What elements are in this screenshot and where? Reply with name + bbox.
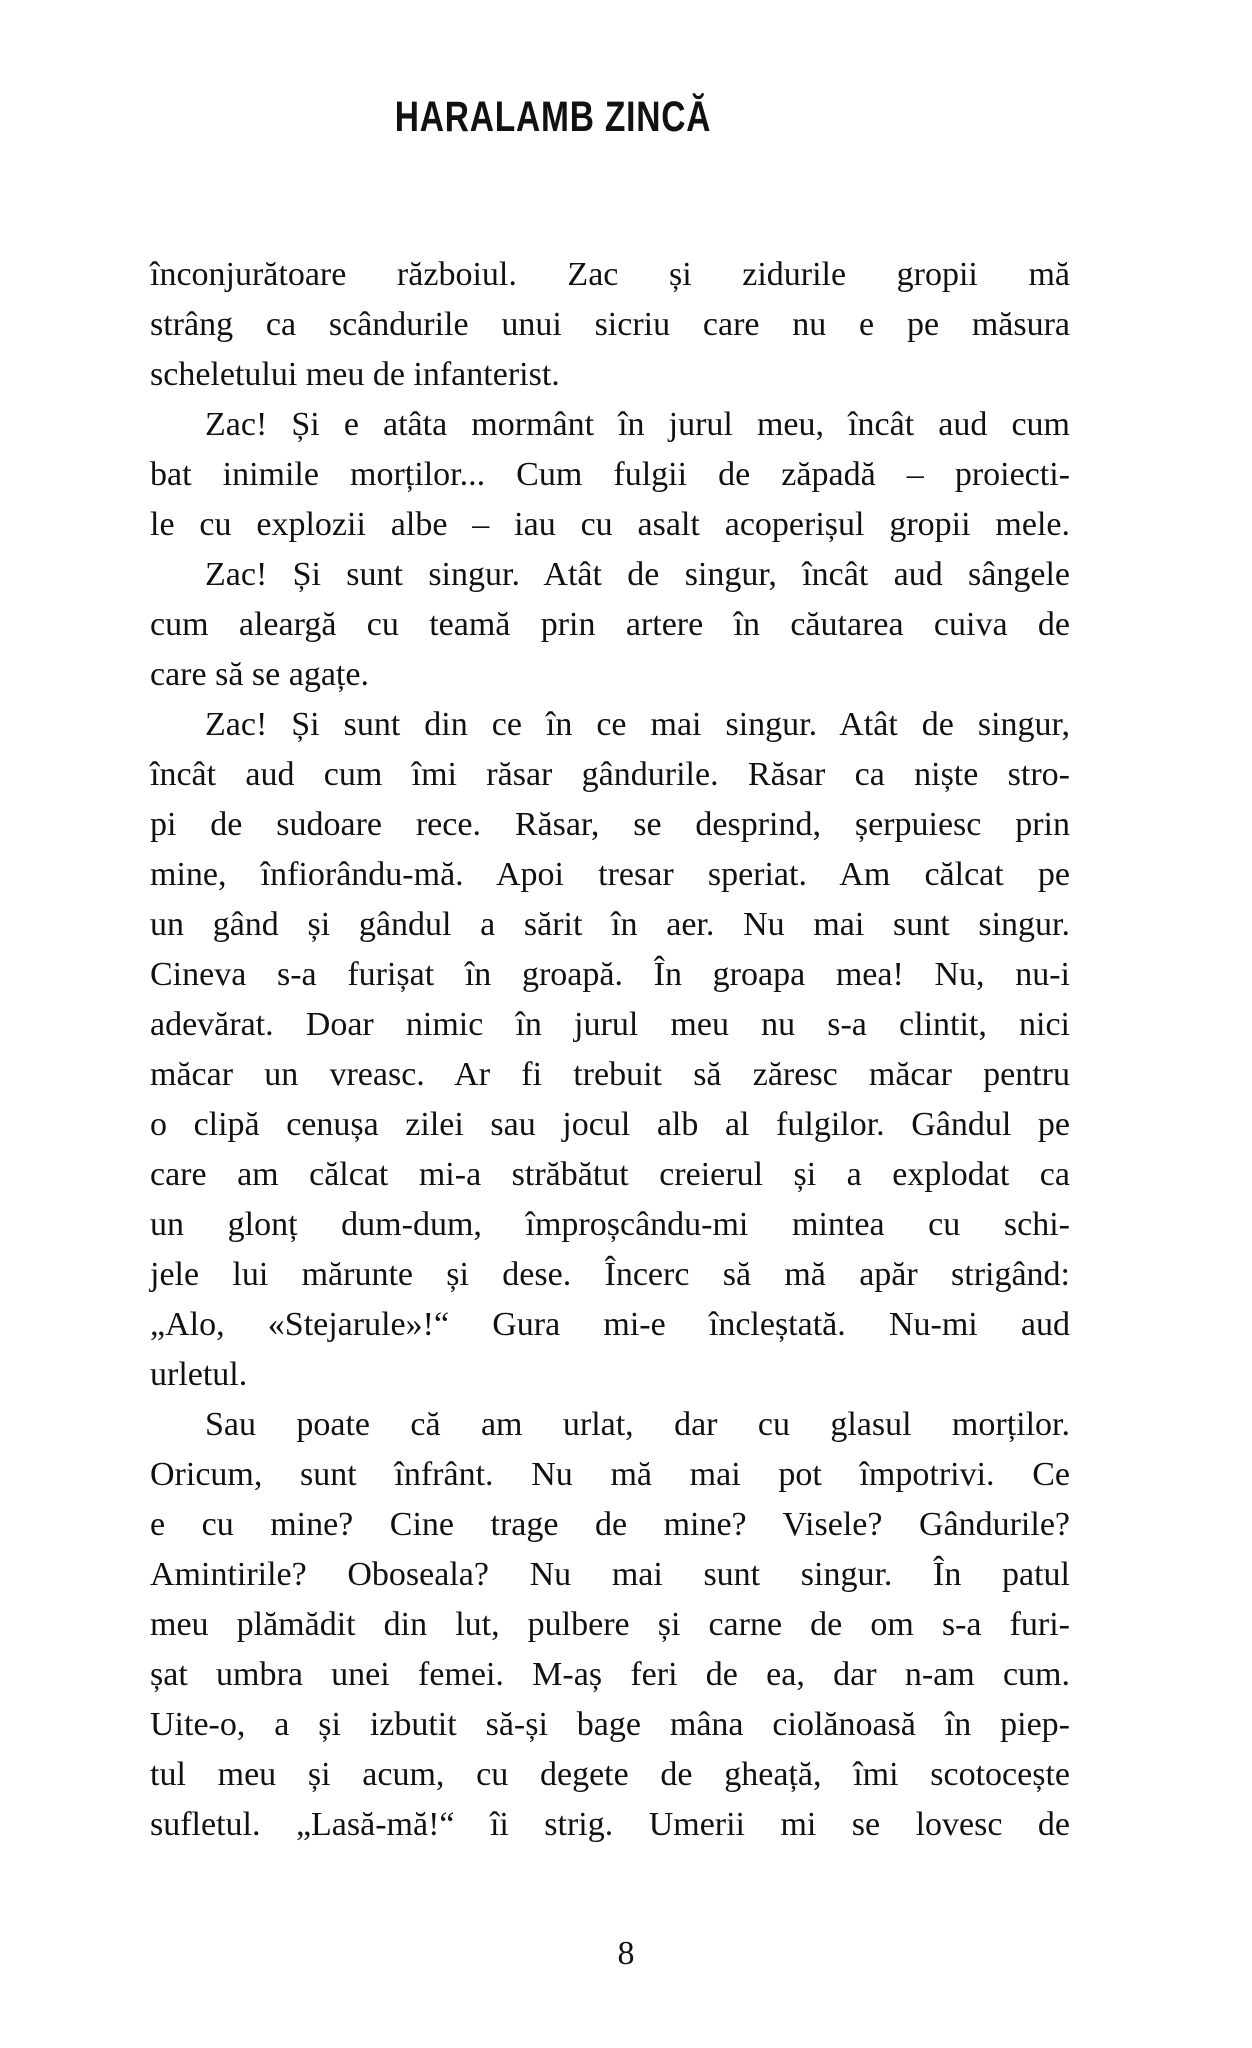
text-line: șat umbra unei femei. M-aș feri de ea, dar n-am cum. <box>150 1656 1070 1693</box>
text-line: un glonț dum-dum, împroșcându-mi mintea cu schi- <box>150 1206 1070 1243</box>
page-number: 8 <box>617 1935 635 1972</box>
text-line: meu plămădit din lut, pulbere și carne de om s-a furi- <box>150 1606 1070 1643</box>
text-line: pi de sudoare rece. Răsar, se desprind, șerpuiesc prin <box>150 806 1070 843</box>
text-line: Zac! Și sunt singur. Atât de singur, încât aud sângele <box>205 556 1070 593</box>
text-line: înconjurătoare războiul. Zac și zidurile gropii mă <box>150 256 1070 293</box>
running-header-author: HARALAMB ZINCĂ <box>394 93 712 141</box>
text-line: încât aud cum îmi răsar gândurile. Răsar ca niște stro- <box>150 756 1070 793</box>
text-line: urletul. <box>150 1356 248 1393</box>
text-line: bat inimile morților... Cum fulgii de zăpadă – proiecti- <box>150 456 1070 493</box>
text-line: Zac! Și sunt din ce în ce mai singur. Atât de singur, <box>205 706 1070 743</box>
text-line: o clipă cenușa zilei sau jocul alb al fulgilor. Gândul pe <box>150 1106 1070 1143</box>
text-line: strâng ca scândurile unui sicriu care nu e pe măsura <box>150 306 1070 343</box>
text-line: mine, înfiorându-mă. Apoi tresar speriat. Am călcat pe <box>150 856 1070 893</box>
text-line: adevărat. Doar nimic în jurul meu nu s-a clintit, nici <box>150 1006 1070 1043</box>
body-text-block <box>150 250 1070 1850</box>
text-line: măcar un vreasc. Ar fi trebuit să zăresc măcar pentru <box>150 1056 1070 1093</box>
text-line: care să se agațe. <box>150 656 369 693</box>
text-line: le cu explozii albe – iau cu asalt acoperișul gropii mele. <box>150 506 1070 543</box>
text-line: Sau poate că am urlat, dar cu glasul morților. <box>205 1406 1070 1443</box>
text-line: Oricum, sunt înfrânt. Nu mă mai pot împotrivi. Ce <box>150 1456 1070 1493</box>
text-line: „Alo, «Stejarule»!“ Gura mi-e încleștată. Nu-mi aud <box>150 1306 1070 1343</box>
text-line: Amintirile? Oboseala? Nu mai sunt singur. În patul <box>150 1556 1070 1593</box>
text-line: sufletul. „Lasă-mă!“ îi strig. Umerii mi se lovesc de <box>150 1806 1070 1843</box>
text-line: Zac! Și e atâta mormânt în jurul meu, încât aud cum <box>205 406 1070 443</box>
text-line: scheletului meu de infanterist. <box>150 356 560 393</box>
text-line: Uite-o, a și izbutit să-și bage mâna ciolănoasă în piep- <box>150 1706 1070 1743</box>
text-line: un gând și gândul a sărit în aer. Nu mai sunt singur. <box>150 906 1070 943</box>
text-line: tul meu și acum, cu degete de gheață, îmi scotocește <box>150 1756 1070 1793</box>
text-line: care am călcat mi-a străbătut creierul și a explodat ca <box>150 1156 1070 1193</box>
text-line: jele lui mărunte și dese. Încerc să mă apăr strigând: <box>150 1256 1070 1293</box>
text-line: cum aleargă cu teamă prin artere în căutarea cuiva de <box>150 606 1070 643</box>
text-line: e cu mine? Cine trage de mine? Visele? Gândurile? <box>150 1506 1070 1543</box>
text-line: Cineva s-a furișat în groapă. În groapa mea! Nu, nu-i <box>150 956 1070 993</box>
